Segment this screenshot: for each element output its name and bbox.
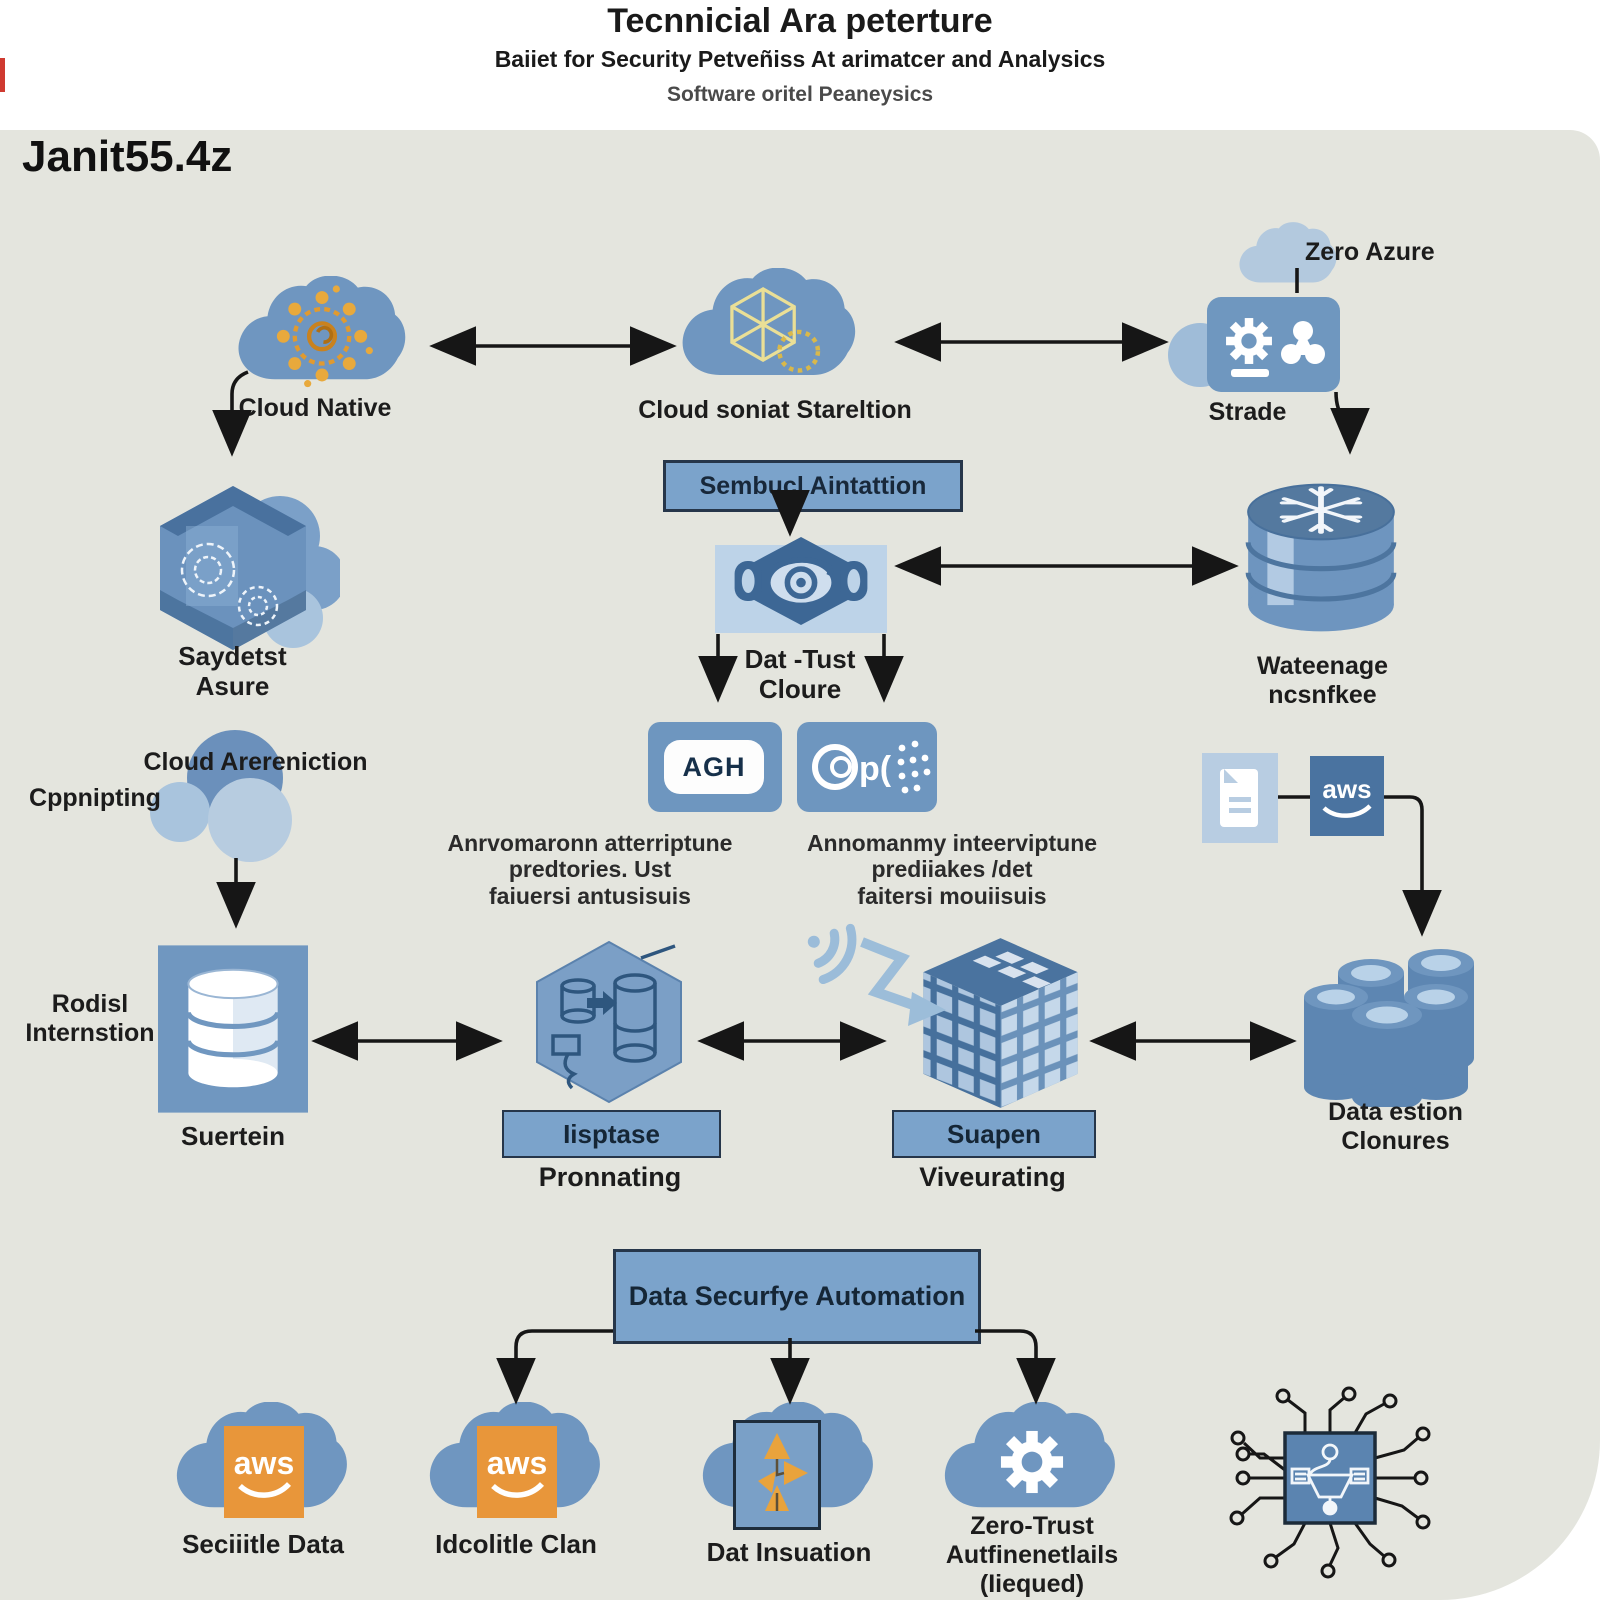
eye-icon <box>715 537 887 625</box>
corner-version-label: Janit55.4z <box>22 132 233 181</box>
rodisl-line2: Internstion <box>25 1018 155 1047</box>
cloud-native-label: Cloud Native <box>238 394 392 422</box>
aws-seciitle-label: aws <box>233 1445 295 1481</box>
cloud-soniat-label: Cloud soniat Stareltion <box>638 396 912 424</box>
rodisl-line1: Rodisl <box>51 990 129 1018</box>
opt-box-label: p( <box>859 750 892 788</box>
api-box-label: AGH <box>664 740 764 794</box>
data-estion-line2: Clonures <box>1341 1126 1450 1155</box>
zero-trust-label <box>902 1512 1162 1598</box>
anomaly-text-left <box>390 830 790 909</box>
suapen-cube-icon <box>913 933 1088 1113</box>
iisptase-sub-label: Pronnating <box>538 1162 682 1192</box>
sembucl-box-label: Sembucl Aintattion <box>699 471 927 500</box>
automation-box <box>613 1249 981 1344</box>
aws-small-box <box>1310 756 1384 836</box>
api-box <box>648 722 782 812</box>
automation-box-label: Data Securfye Automation <box>628 1281 966 1311</box>
zero-trust-line3: (Iiequed) <box>979 1569 1085 1598</box>
dat-tust-line1: Dat -Tust <box>744 644 856 674</box>
sembucl-box <box>663 460 963 512</box>
anomaly-left-line3: faiuersi antusisuis <box>489 882 691 909</box>
wateenage-database-icon <box>1235 462 1407 647</box>
dat-tust-line2: Cloure <box>758 673 842 704</box>
strade-label: Strade <box>1208 398 1287 426</box>
aws-small-label: aws <box>1322 774 1372 804</box>
data-estion-line1: Data estion <box>1328 1098 1463 1126</box>
wifi-icon <box>795 898 910 1003</box>
cloud-native-icon <box>236 276 408 388</box>
iisptase-hexagon-icon <box>523 938 695 1106</box>
chip-circuit-icon <box>1180 1358 1480 1600</box>
suapen-box-label: Suapen <box>947 1118 1041 1149</box>
cloud-soniat-icon <box>680 268 858 384</box>
saydetst-line2: Asure <box>195 670 270 701</box>
wateenage-line2: ncsnfkee <box>1268 680 1377 709</box>
page-subtitle-2: Software oritel Peaneysics <box>666 83 934 106</box>
iisptase-box <box>502 1110 721 1158</box>
saydetst-line1: Saydetst <box>178 641 287 671</box>
anomaly-right-line2: prediiakes /det <box>871 856 1033 883</box>
iisptase-box-label: Iisptase <box>563 1118 660 1149</box>
edge-red-mark <box>0 58 5 92</box>
page-subtitle: Baiiet for Security Petveñiss At arimatcer and Analysics <box>494 46 1106 72</box>
suapen-box <box>892 1110 1096 1158</box>
zero-trust-line1: Zero-Trust <box>970 1512 1094 1540</box>
data-estion-cylinders-icon <box>1300 935 1490 1107</box>
idcolitle-clan-label: Idcolitle Clan <box>435 1529 597 1559</box>
anomaly-left-line2: predtories. Ust <box>508 856 672 883</box>
document-icon <box>1202 753 1278 843</box>
opt-box <box>797 722 937 812</box>
saydetst-asure-label <box>120 642 345 702</box>
aws-logo-idcolitle <box>477 1426 557 1518</box>
aws-idcolitle-label: aws <box>486 1445 548 1481</box>
anomaly-right-line1: Annomanmy inteerviptune <box>806 830 1098 856</box>
dat-tust-label <box>690 645 910 705</box>
page-title: Tecnnicial Ara peterture <box>607 2 993 40</box>
cppnipting-label: Cppnipting <box>29 784 161 812</box>
rodisl-label <box>5 990 175 1048</box>
zero-azure-label: Zero Azure <box>1305 238 1435 266</box>
data-estion-label <box>1283 1098 1508 1156</box>
dat-tust-node <box>715 545 887 633</box>
strade-box <box>1207 297 1340 392</box>
dat-insuation-label: Dat Insuation <box>706 1537 872 1567</box>
seciitle-data-label: Seciiitle Data <box>182 1529 344 1559</box>
wateenage-line1: Wateenage <box>1256 652 1389 680</box>
suertein-label: Suertein <box>180 1121 286 1151</box>
anomaly-left-line1: Anrvomaronn atterriptune <box>447 830 733 856</box>
aws-logo-seciitle <box>224 1426 304 1518</box>
wateenage-label <box>1210 652 1435 710</box>
suertein-database-icon <box>158 945 308 1113</box>
cloud-arereniction-label: Cloud Arereniction <box>143 748 368 776</box>
zero-trust-line2: Autfinenetlails <box>945 1540 1119 1569</box>
zero-trust-gear-icon <box>994 1424 1070 1500</box>
compass-icon <box>733 1420 821 1530</box>
suapen-sub-label: Viveurating <box>919 1162 1066 1192</box>
anomaly-right-line3: faitersi mouiisuis <box>857 882 1047 909</box>
